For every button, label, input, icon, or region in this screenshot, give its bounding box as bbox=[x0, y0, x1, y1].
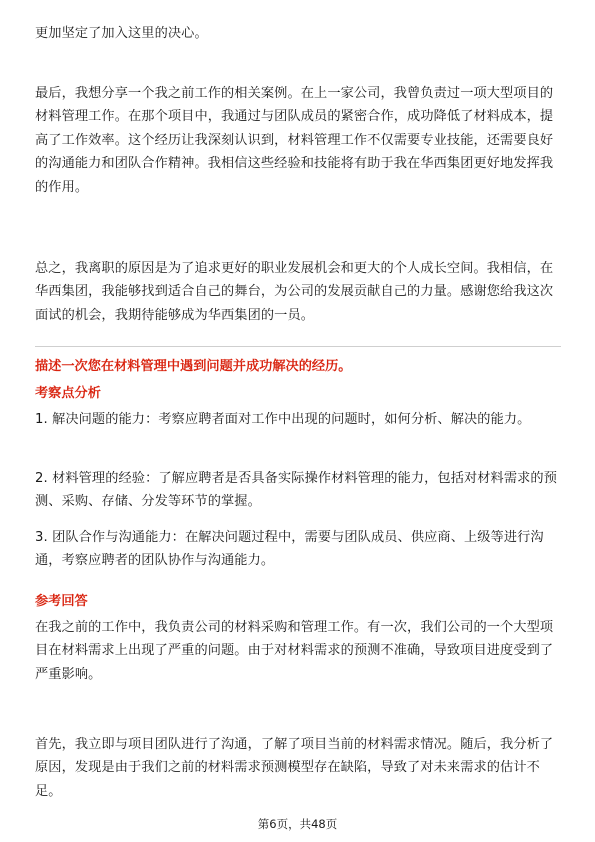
answer-heading: 参考回答 bbox=[35, 594, 88, 609]
answer-paragraph-1: 在我之前的工作中，我负责公司的材料采购和管理工作。有一次，我们公司的一个大型项目在材料需求上出现了严重的问题。由于对材料需求的预测不准确，导致项目进度受到了严重影响。 bbox=[35, 620, 554, 682]
page-number: 第6页，共48页 bbox=[257, 817, 338, 831]
analysis-point-3: 3. 团队合作与沟通能力：在解决问题过程中，需要与团队成员、供应商、上级等进行沟通，考察应聘者的团队协作与沟通能力。 bbox=[35, 530, 544, 569]
answer-paragraph-2: 首先，我立即与项目团队进行了沟通，了解了项目当前的材料需求情况。随后，我分析了原因，发现是由于我们之前的材料需求预测模型存在缺陷，导致了对未来需求的估计不足。 bbox=[35, 737, 554, 799]
question-title: 描述一次您在材料管理中遇到问题并成功解决的经历。 bbox=[35, 359, 352, 374]
analysis-point-1: 1. 解决问题的能力：考察应聘者面对工作中出现的问题时，如何分析、解决的能力。 bbox=[35, 412, 531, 427]
paragraph-conclusion: 总之，我离职的原因是为了追求更好的职业发展机会和更大的个人成长空间。我相信，在华西集团，我能够找到适合自己的舞台，为公司的发展贡献自己的力量。感谢您给我这次面试的机会，我期待能够成为华西集团的一员。 bbox=[35, 261, 554, 323]
analysis-heading: 考察点分析 bbox=[35, 386, 101, 401]
section-divider bbox=[35, 346, 561, 347]
paragraph-case-example: 最后，我想分享一个我之前工作的相关案例。在上一家公司，我曾负责过一项大型项目的材料管理工作。在那个项目中，我通过与团队成员的紧密合作，成功降低了材料成本，提高了工作效率。这个经历让我深刻认识到，材料管理工作不仅需要专业技能，还需要良好的沟通能力和团队合作精神。我相信这些经验和技能将有助于我在华西集团更好地发挥我的作用。 bbox=[35, 86, 554, 195]
analysis-point-2: 2. 材料管理的经验：了解应聘者是否具备实际操作材料管理的能力，包括对材料需求的预测、采购、存储、分发等环节的掌握。 bbox=[35, 471, 557, 510]
paragraph-intro-tail: 更加坚定了加入这里的决心。 bbox=[35, 26, 208, 41]
